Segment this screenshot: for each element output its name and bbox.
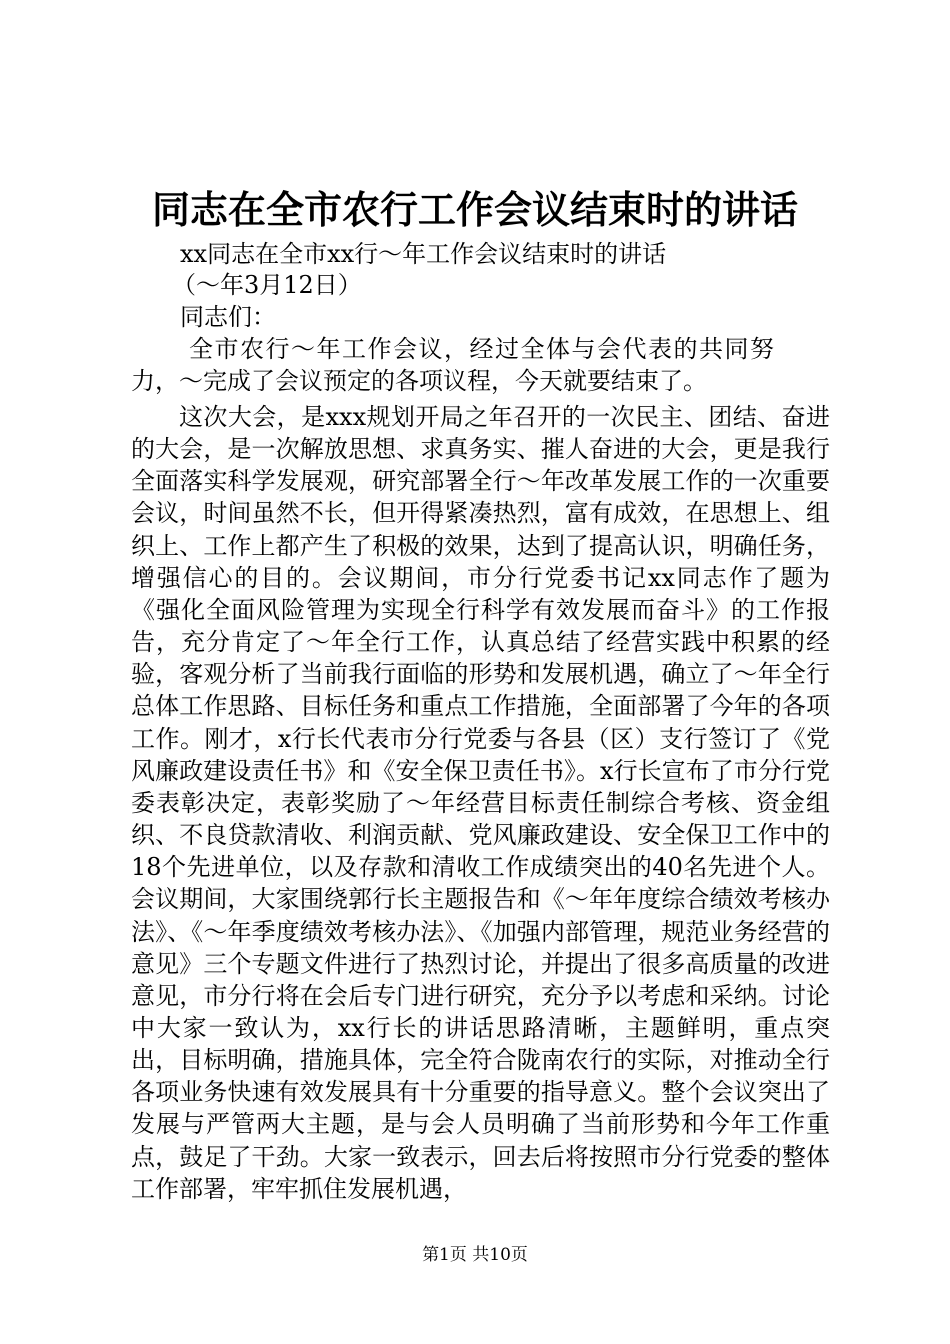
document-subtitle: xx同志在全市xx行～年工作会议结束时的讲话 xyxy=(180,240,667,268)
paragraph-1-line-1: 全市农行～年工作会议，经过全体与会代表的共同努 xyxy=(189,335,776,363)
page-indicator: 第1页 共10页 xyxy=(422,1245,528,1265)
paragraph-1-line-2: 力，～完成了会议预定的各项议程，今天就要结束了。 xyxy=(131,367,707,395)
document-title: 同志在全市农行工作会议结束时的讲话 xyxy=(151,187,798,232)
body-paragraph: 这次大会，是xxx规划开局之年召开的一次民主、团结、奋进的大会，是一次解放思想、求真务实、摧人奋进的大会，更是我行全面落实科学发展观，研究部署全行～年改革发展工作的一次重要会议，时间虽然不长，但开得紧凑热烈，富有成效，在思想上、组织上、工作上都产生了积极的效果，达到了提高认识，明确任务，增强信心的目的。会议期间，市分行党委书记xx同志作了题为《强化全面风险管理为实现全行科学有效发展而奋斗》的工作报告，充分肯定了～年全行工作，认真总结了经营实践中积累的经验，客观分析了当前我行面临的形势和发展机遇，确立了～年全行总体工作思路、目标任务和重点工作措施，全面部署了今年的各项工作。刚才，x行长代表市分行党委与各县（区）支行签订了《党风廉政建设责任书》和《安全保卫责任书》。x行长宣布了市分行党委表彰决定，表彰奖励了～年经营目标责任制综合考核、资金组织、不良贷款清收、利润贡献、党风廉政建设、安全保卫工作中的18个先进单位，以及存款和清收工作成绩突出的40名先进个人。会议期间，大家围绕郭行长主题报告和《～年年度综合绩效考核办法》、《～年季度绩效考核办法》、《加强内部管理，规范业务经营的意见》三个专题文件进行了热烈讨论，并提出了很多高质量的改进意见，市分行将在会后专门进行研究，充分予以考虑和采纳。讨论中大家一致认为，xx行长的讲话思路清晰，主题鲜明，重点突出，目标明确，措施具体，完全符合陇南农行的实际，对推动全行各项业务快速有效发展具有十分重要的指导意义。整个会议突出了发展与严管两大主题，是与会人员明确了当前形势和今年工作重点，鼓足了干劲。大家一致表示，回去后将按照市分行党委的整体工作部署，牢牢抓住发展机遇， xyxy=(131,403,830,1203)
document-date: （～年3月12日） xyxy=(172,271,362,299)
salutation: 同志们： xyxy=(180,303,276,331)
